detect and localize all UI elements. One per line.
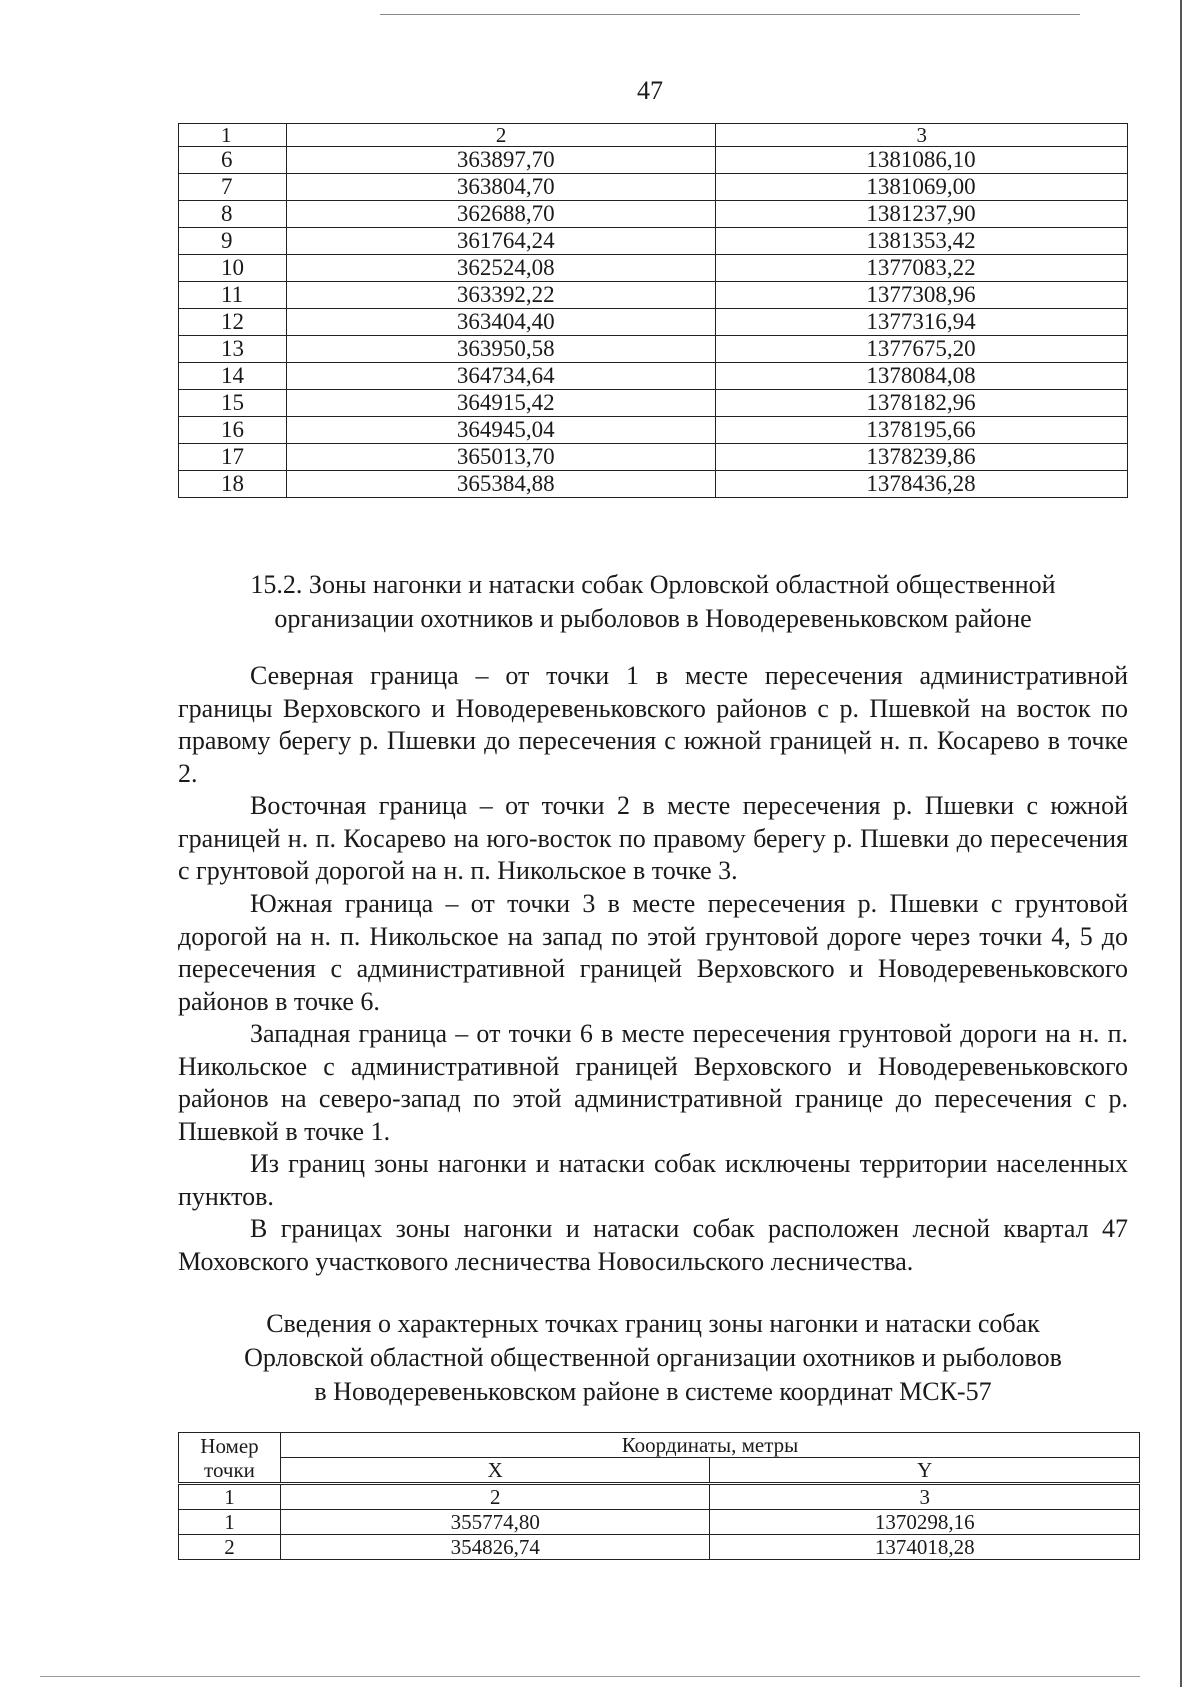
table-row — [179, 1510, 1140, 1535]
info-heading-line: в Новодеревеньковском районе в системе координат МСК-57 — [314, 1377, 992, 1406]
table-row — [179, 1535, 1140, 1560]
y-coordinate: 1381237,90 — [716, 201, 1128, 228]
index-cell: 3 — [710, 1484, 1140, 1510]
section-heading — [178, 568, 1128, 636]
table-header-row — [179, 1433, 1140, 1458]
y-coordinate: 1378436,28 — [716, 471, 1128, 498]
x-coordinate: 363804,70 — [286, 174, 716, 201]
header-line: Номер — [200, 1433, 259, 1458]
coordinates-table-mck57 — [178, 1432, 1140, 1560]
x-coordinate: 365384,88 — [286, 471, 716, 498]
header-cell: 2 — [286, 124, 716, 147]
header-cell: 3 — [716, 124, 1128, 147]
y-coordinate: 1377083,22 — [716, 255, 1128, 282]
x-coordinate: 355774,80 — [280, 1510, 710, 1535]
x-coordinate: 362688,70 — [286, 201, 716, 228]
point-number: 8 — [179, 201, 287, 228]
table-header-row — [179, 1458, 1140, 1484]
y-coordinate: 1381353,42 — [716, 228, 1128, 255]
point-number: 7 — [179, 174, 287, 201]
y-coordinate: 1378182,96 — [716, 390, 1128, 417]
points-info-heading — [178, 1307, 1128, 1409]
point-number: 2 — [179, 1535, 281, 1560]
x-coordinate: 363392,22 — [286, 282, 716, 309]
x-coordinate: 365013,70 — [286, 444, 716, 471]
north-boundary-paragraph: Северная граница – от точки 1 в месте пересечения административной границы Верховского и Новодеревеньковского районов с р. Пшевкой на восток по правому берегу р. Пшевки до пересечения с южной границей н. п. Косарево в точке 2. — [178, 661, 1128, 788]
x-coordinate: 364734,64 — [286, 363, 716, 390]
scan-edge-bottom — [40, 1676, 1140, 1677]
point-number: 6 — [179, 147, 287, 174]
y-coordinate: 1378195,66 — [716, 417, 1128, 444]
y-coordinate: 1377308,96 — [716, 282, 1128, 309]
west-boundary-paragraph: Западная граница – от точки 6 в месте пересечения грунтовой дороги на н. п. Никольское с административной границей Верховского и Новодеревеньковского районов на северо-запад по этой административной границе до пересечения с р. Пшевкой в точке 1. — [178, 1019, 1128, 1146]
x-coordinate: 361764,24 — [286, 228, 716, 255]
y-coordinate: 1377316,94 — [716, 309, 1128, 336]
y-coordinate: 1377675,20 — [716, 336, 1128, 363]
x-coordinate: 364945,04 — [286, 417, 716, 444]
coordinates-header: Координаты, метры — [280, 1433, 1139, 1458]
info-heading-line: Сведения о характерных точках границ зоны нагонки и натаски собак — [266, 1309, 1040, 1338]
exclusion-paragraph: Из границ зоны нагонки и натаски собак исключены территории населенных пунктов. — [178, 1149, 1128, 1211]
point-number: 15 — [179, 390, 287, 417]
table-header-row — [179, 124, 1128, 147]
south-boundary-paragraph: Южная граница – от точки 3 в месте пересечения р. Пшевки с грунтовой дорогой на н. п. Никольское на запад по этой грунтовой дороге через точки 4, 5 до пересечения с административной границей Верховского и Новодеревеньковского районов в точке 6. — [178, 889, 1128, 1016]
table-row — [179, 228, 1128, 255]
y-coordinate: 1381086,10 — [716, 147, 1128, 174]
y-coordinate: 1378084,08 — [716, 363, 1128, 390]
x-coordinate: 363950,58 — [286, 336, 716, 363]
table-row — [179, 147, 1128, 174]
y-coordinate: 1370298,16 — [710, 1510, 1140, 1535]
x-coordinate: 362524,08 — [286, 255, 716, 282]
point-number-header — [179, 1433, 281, 1484]
info-heading-line: Орловской областной общественной организации охотников и рыболовов — [244, 1343, 1062, 1372]
table-row — [179, 471, 1128, 498]
scan-edge-right — [1180, 0, 1182, 1687]
section-heading-line: организации охотников и рыболовов в Новодеревеньковском районе — [274, 604, 1032, 633]
point-number: 18 — [179, 471, 287, 498]
y-coordinate: 1378239,86 — [716, 444, 1128, 471]
table-row — [179, 363, 1128, 390]
column-index-row — [179, 1484, 1140, 1510]
x-coordinate: 354826,74 — [280, 1535, 710, 1560]
page-number: 47 — [637, 76, 663, 105]
point-number: 1 — [179, 1510, 281, 1535]
section-heading-line: 15.2. Зоны нагонки и натаски собак Орловской областной общественной — [250, 570, 1056, 599]
point-number: 14 — [179, 363, 287, 390]
y-header: Y — [710, 1458, 1140, 1484]
table-row — [179, 390, 1128, 417]
x-coordinate: 363404,40 — [286, 309, 716, 336]
index-cell: 2 — [280, 1484, 710, 1510]
table-row — [179, 174, 1128, 201]
point-number: 17 — [179, 444, 287, 471]
table-row — [179, 336, 1128, 363]
coordinates-table-continued — [178, 123, 1128, 498]
point-number: 10 — [179, 255, 287, 282]
table-row — [179, 417, 1128, 444]
x-coordinate: 363897,70 — [286, 147, 716, 174]
east-boundary-paragraph: Восточная граница – от точки 2 в месте пересечения р. Пшевки с южной границей н. п. Косарево на юго-восток по правому берегу р. Пшевки до пересечения с грунтовой дорогой на н. п. Никольское в точке 3. — [178, 791, 1128, 885]
point-number: 16 — [179, 417, 287, 444]
point-number: 11 — [179, 282, 287, 309]
index-cell: 1 — [179, 1484, 281, 1510]
table-row — [179, 282, 1128, 309]
point-number: 9 — [179, 228, 287, 255]
table-row — [179, 201, 1128, 228]
table-row — [179, 309, 1128, 336]
point-number: 12 — [179, 309, 287, 336]
y-coordinate: 1381069,00 — [716, 174, 1128, 201]
header-line: точки — [204, 1457, 255, 1482]
header-cell: 1 — [179, 124, 287, 147]
table-row — [179, 444, 1128, 471]
x-coordinate: 364915,42 — [286, 390, 716, 417]
forest-quarter-paragraph: В границах зоны нагонки и натаски собак расположен лесной квартал 47 Моховского участкового лесничества Новосильского лесничества. — [178, 1214, 1128, 1276]
scan-edge-top — [380, 14, 1080, 15]
point-number: 13 — [179, 336, 287, 363]
y-coordinate: 1374018,28 — [710, 1535, 1140, 1560]
x-header: X — [280, 1458, 710, 1484]
table-row — [179, 255, 1128, 282]
